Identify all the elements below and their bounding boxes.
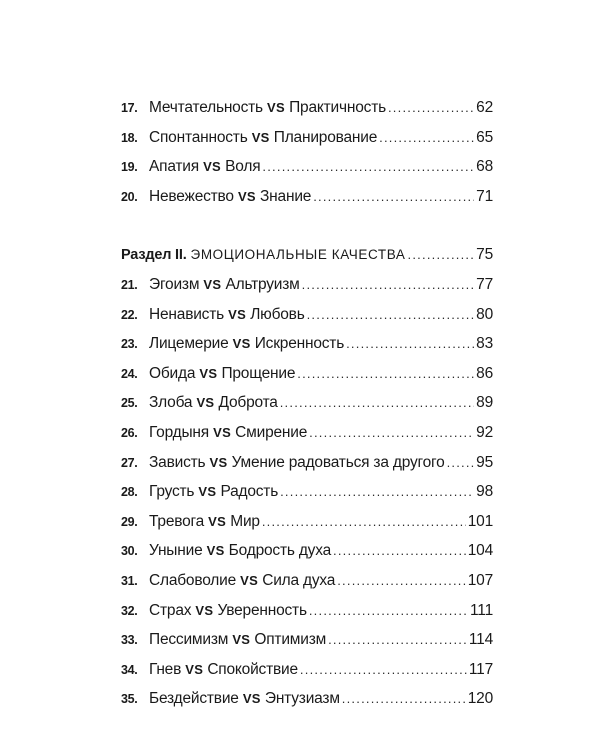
- toc-entry[interactable]: [121, 477, 493, 507]
- page-number: 75: [476, 246, 493, 264]
- vs-label: VS: [267, 100, 285, 115]
- page-number: 83: [476, 335, 493, 353]
- entry-title: Невежество VS Знание: [149, 187, 312, 205]
- vs-label: VS: [199, 365, 218, 381]
- dot-leader: [379, 123, 474, 153]
- vs-label: VS: [198, 484, 217, 500]
- dot-leader: [388, 93, 474, 123]
- entry-title: Эгоизм VS Альтруизм: [149, 275, 300, 293]
- dot-leader: [346, 329, 474, 359]
- toc-entry[interactable]: [121, 123, 493, 153]
- page-number: 68: [476, 158, 493, 176]
- entry-title: Гордыня VS Смирение: [149, 423, 308, 441]
- dot-leader: [262, 152, 474, 182]
- toc-entry[interactable]: [121, 418, 493, 448]
- vs-label: VS: [195, 602, 214, 618]
- dot-leader: [300, 655, 467, 685]
- entry-number: 18.: [121, 130, 138, 145]
- page-number: 62: [476, 99, 493, 116]
- entry-title: Лицемерие VS Искренность: [149, 335, 345, 353]
- vs-label: VS: [232, 336, 251, 352]
- entry-number: 32.: [121, 603, 138, 618]
- entry-number: 31.: [121, 573, 138, 588]
- dot-leader: [333, 536, 466, 566]
- dot-leader: [328, 625, 467, 655]
- page-number: 65: [476, 128, 493, 146]
- toc-entry[interactable]: [121, 270, 493, 300]
- dot-leader: [309, 418, 474, 448]
- entry-title: Уныние VS Бодрость духа: [149, 542, 332, 560]
- vs-label: VS: [232, 632, 251, 648]
- toc-entry[interactable]: [121, 655, 493, 685]
- toc-entry[interactable]: [121, 566, 493, 596]
- entry-number: 28.: [121, 485, 138, 500]
- vs-label: VS: [240, 572, 259, 588]
- entry-title: Ненависть VS Любовь: [149, 305, 305, 323]
- entry-number: 34.: [121, 662, 138, 677]
- section-title: [121, 240, 406, 271]
- entry-title: Апатия VS Воля: [149, 158, 261, 176]
- entry-title: Бездействие VS Энтузиазм: [149, 690, 340, 708]
- entry-number: 35.: [121, 692, 138, 707]
- entry-number: 33.: [121, 633, 138, 648]
- page-number: 98: [476, 483, 493, 501]
- entry-number: 26.: [121, 425, 138, 440]
- toc-entry[interactable]: [121, 625, 493, 655]
- dot-leader: [313, 182, 474, 212]
- entry-title: Слабоволие VS Сила духа: [149, 571, 336, 589]
- toc-entry[interactable]: [121, 329, 493, 359]
- vs-label: VS: [242, 691, 261, 707]
- vs-label: VS: [206, 543, 225, 559]
- page-number: 117: [468, 660, 493, 678]
- entry-title: Зависть VS Умение радоваться за другого: [149, 453, 445, 471]
- page-number: 77: [476, 275, 493, 293]
- page-number: 92: [476, 423, 493, 441]
- page-number: 71: [476, 187, 493, 205]
- vs-label: VS: [203, 159, 222, 175]
- entry-number: 17.: [121, 101, 138, 115]
- entry-title: Злоба VS Доброта: [149, 394, 278, 412]
- dot-leader: [408, 240, 475, 270]
- vs-label: VS: [196, 395, 215, 411]
- page-number: 107: [467, 571, 493, 589]
- dot-leader: [280, 477, 474, 507]
- section-heading[interactable]: [121, 240, 493, 270]
- entry-number: 19.: [121, 160, 138, 175]
- entry-title: Тревога VS Мир: [149, 512, 260, 530]
- vs-label: VS: [213, 424, 232, 440]
- entry-number: 27.: [121, 455, 138, 470]
- section-name: ЭМОЦИОНАЛЬНЫЕ КАЧЕСТВА: [190, 247, 406, 263]
- dot-leader: [262, 507, 466, 537]
- dot-leader: [342, 684, 466, 714]
- toc-entry[interactable]: [121, 152, 493, 182]
- entry-number: 25.: [121, 396, 138, 411]
- dot-leader: [307, 300, 475, 330]
- dot-leader: [337, 566, 466, 596]
- dot-leader: [302, 270, 475, 300]
- page-number: 111: [470, 601, 493, 619]
- vs-label: VS: [228, 306, 247, 322]
- section-spacer: [121, 211, 493, 240]
- vs-label: VS: [209, 454, 228, 470]
- dot-leader: [309, 596, 468, 626]
- entry-title: Гнев VS Спокойствие: [149, 660, 298, 678]
- entry-title: Спонтанность VS Планирование: [149, 128, 378, 146]
- toc-entry[interactable]: [121, 536, 493, 566]
- entry-title: Мечтательность VS Практичность: [149, 99, 386, 116]
- vs-label: VS: [203, 276, 222, 292]
- toc-entry[interactable]: [121, 93, 493, 123]
- entry-number: 23.: [121, 337, 138, 352]
- toc-entry[interactable]: [121, 507, 493, 537]
- page-number: 89: [476, 394, 493, 412]
- section-label: Раздел II.: [121, 247, 187, 264]
- page-number: 114: [468, 631, 493, 649]
- toc-entry[interactable]: [121, 359, 493, 389]
- page-number: 101: [467, 512, 493, 530]
- page-number: 104: [467, 542, 493, 560]
- entry-title: Грусть VS Радость: [149, 483, 279, 501]
- toc-entry[interactable]: [121, 388, 493, 418]
- entry-number: 20.: [121, 189, 138, 204]
- page-number: 86: [476, 364, 493, 382]
- entry-title: Обида VS Прощение: [149, 364, 296, 382]
- toc-entry[interactable]: [121, 182, 493, 212]
- toc-entry[interactable]: [121, 300, 493, 330]
- dot-leader: [280, 388, 474, 418]
- entry-title: Пессимизм VS Оптимизм: [149, 631, 327, 649]
- entry-title: Страх VS Уверенность: [149, 601, 307, 619]
- toc-entry[interactable]: [121, 684, 493, 714]
- entry-number: 24.: [121, 366, 138, 381]
- toc-entry[interactable]: [121, 448, 493, 478]
- entry-number: 29.: [121, 514, 138, 529]
- vs-label: VS: [237, 188, 256, 204]
- page-number: 95: [476, 453, 493, 471]
- entry-number: 22.: [121, 307, 138, 322]
- entry-number: 21.: [121, 277, 138, 292]
- dot-leader: [447, 448, 475, 478]
- toc-entry[interactable]: [121, 596, 493, 626]
- page-number: 80: [476, 305, 493, 323]
- dot-leader: [297, 359, 474, 389]
- vs-label: VS: [208, 513, 227, 529]
- vs-label: VS: [251, 129, 270, 145]
- table-of-contents: [121, 93, 493, 714]
- page-number: 120: [467, 690, 493, 708]
- vs-label: VS: [185, 661, 204, 677]
- entry-number: 30.: [121, 544, 138, 559]
